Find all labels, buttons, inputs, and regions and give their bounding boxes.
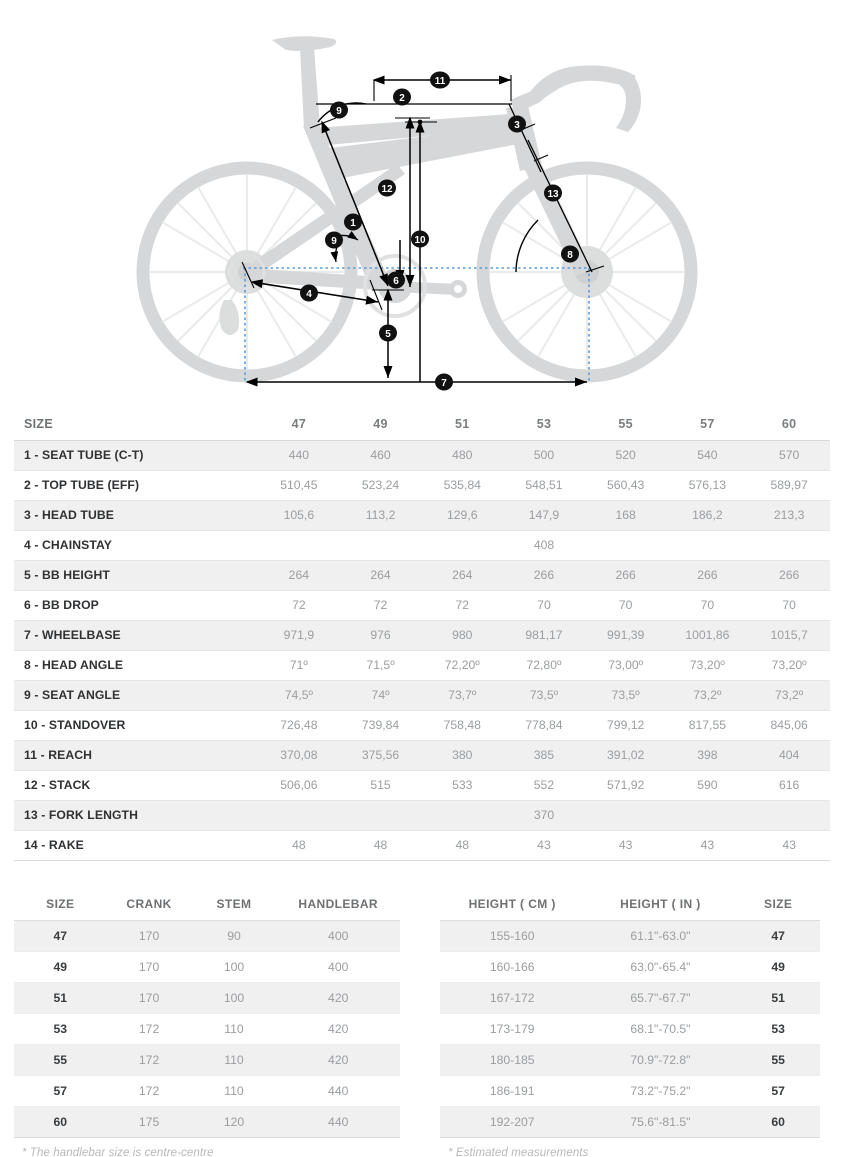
geometry-cell: 129,6 (421, 501, 503, 531)
size-cell: 49 (14, 952, 107, 983)
svg-text:8: 8 (567, 250, 573, 261)
geometry-row-label: 10 - STANDOVER (14, 711, 258, 741)
table-row (440, 952, 820, 983)
geometry-cell: 590 (667, 771, 749, 801)
data-cell: 167-172 (440, 983, 584, 1014)
components-table-container (14, 888, 400, 1157)
geometry-cell: 510,45 (258, 471, 340, 501)
size-cell: 55 (14, 1045, 107, 1076)
components-note: * The handlebar size is centre-centre (22, 1147, 214, 1157)
geometry-cell: 570 (748, 441, 830, 471)
data-cell: 110 (192, 1076, 277, 1107)
components-header-size: SIZE (14, 888, 107, 921)
svg-text:4: 4 (306, 289, 312, 300)
table-row (14, 741, 830, 771)
callout-13 (544, 185, 562, 202)
geometry-row-label: 5 - BB HEIGHT (14, 561, 258, 591)
geometry-cell: 266 (748, 561, 830, 591)
geometry-cell: 266 (667, 561, 749, 591)
geometry-cell: 113,2 (340, 501, 422, 531)
geometry-row-label: 6 - BB DROP (14, 591, 258, 621)
geometry-cell: 73,2º (748, 681, 830, 711)
geometry-cell: 540 (667, 441, 749, 471)
sizing-table-body (440, 921, 820, 1138)
callout-4 (300, 285, 318, 302)
size-cell: 51 (736, 983, 820, 1014)
geometry-cell: 385 (503, 741, 585, 771)
geometry-cell: 48 (421, 831, 503, 861)
size-cell: 60 (736, 1107, 820, 1138)
geometry-cell: 71º (258, 651, 340, 681)
table-row (14, 681, 830, 711)
geometry-cell: 1001,86 (667, 621, 749, 651)
table-row (440, 1107, 820, 1138)
geometry-cell: 799,12 (585, 711, 667, 741)
geometry-row-label: 8 - HEAD ANGLE (14, 651, 258, 681)
data-cell: 90 (192, 921, 277, 952)
geometry-cell: 981,17 (503, 621, 585, 651)
geometry-cell: 147,9 (503, 501, 585, 531)
geometry-cell: 506,06 (258, 771, 340, 801)
bike-geometry-diagram (0, 0, 844, 400)
geometry-cell: 72 (258, 591, 340, 621)
geometry-cell: 991,39 (585, 621, 667, 651)
geometry-table-body (14, 441, 830, 861)
geometry-cell: 72 (421, 591, 503, 621)
geometry-cell: 48 (258, 831, 340, 861)
geometry-cell: 105,6 (258, 501, 340, 531)
geometry-table (14, 408, 830, 861)
geometry-cell: 560,43 (585, 471, 667, 501)
size-cell: 51 (14, 983, 107, 1014)
svg-text:3: 3 (514, 120, 520, 131)
geometry-cell: 73,2º (667, 681, 749, 711)
size-cell: 47 (736, 921, 820, 952)
svg-text:5: 5 (385, 329, 391, 340)
geometry-header-55: 55 (585, 408, 667, 441)
table-row (440, 983, 820, 1014)
geometry-cell: 73,5º (503, 681, 585, 711)
data-cell: 172 (107, 1014, 192, 1045)
geometry-cell: 213,3 (748, 501, 830, 531)
geometry-cell: 1015,7 (748, 621, 830, 651)
geometry-row-label: 7 - WHEELBASE (14, 621, 258, 651)
size-cell: 55 (736, 1045, 820, 1076)
geometry-cell: 817,55 (667, 711, 749, 741)
data-cell: 440 (276, 1076, 400, 1107)
table-row (14, 983, 400, 1014)
data-cell: 172 (107, 1076, 192, 1107)
data-cell: 75.6"-81.5" (584, 1107, 736, 1138)
svg-text:1: 1 (350, 218, 356, 229)
table-row (14, 441, 830, 471)
geometry-row-label: 12 - STACK (14, 771, 258, 801)
callout-6 (387, 272, 405, 289)
geometry-cell: 778,84 (503, 711, 585, 741)
data-cell: 61.1"-63.0" (584, 921, 736, 952)
geometry-cell: 398 (667, 741, 749, 771)
geometry-cell: 266 (585, 561, 667, 591)
data-cell: 180-185 (440, 1045, 584, 1076)
geometry-cell: 515 (340, 771, 422, 801)
geometry-cell: 264 (340, 561, 422, 591)
geometry-cell: 726,48 (258, 711, 340, 741)
geometry-cell: 980 (421, 621, 503, 651)
data-cell: 440 (276, 1107, 400, 1138)
sizing-note: * Estimated measurements (448, 1147, 589, 1157)
svg-text:2: 2 (399, 93, 405, 104)
table-row (440, 1014, 820, 1045)
data-cell: 400 (276, 952, 400, 983)
data-cell: 173-179 (440, 1014, 584, 1045)
sizing-header-height-cm: HEIGHT ( CM ) (440, 888, 584, 921)
sizing-header-height-in: HEIGHT ( IN ) (584, 888, 736, 921)
geometry-row-label: 11 - REACH (14, 741, 258, 771)
size-cell: 47 (14, 921, 107, 952)
callout-5 (379, 325, 397, 342)
geometry-row-label: 13 - FORK LENGTH (14, 801, 258, 831)
size-cell: 60 (14, 1107, 107, 1138)
geometry-cell: 70 (503, 591, 585, 621)
table-row (14, 501, 830, 531)
callout-7 (435, 374, 453, 391)
table-row (440, 1076, 820, 1107)
geometry-cell: 971,9 (258, 621, 340, 651)
geometry-cell: 43 (667, 831, 749, 861)
data-cell: 400 (276, 921, 400, 952)
geometry-cell: 548,51 (503, 471, 585, 501)
svg-text:9: 9 (331, 236, 337, 247)
geometry-row-label: 1 - SEAT TUBE (C-T) (14, 441, 258, 471)
geometry-cell: 552 (503, 771, 585, 801)
table-row (14, 561, 830, 591)
table-row (14, 471, 830, 501)
components-header-handlebar: HANDLEBAR (276, 888, 400, 921)
sizing-table-container (440, 888, 820, 1157)
table-row (14, 531, 830, 561)
components-header-stem: STEM (192, 888, 277, 921)
geometry-header-57: 57 (667, 408, 749, 441)
geometry-cell: 523,24 (340, 471, 422, 501)
table-row (14, 621, 830, 651)
table-row (14, 952, 400, 983)
data-cell: 186-191 (440, 1076, 584, 1107)
data-cell: 420 (276, 983, 400, 1014)
geometry-cell-shared: 370 (258, 801, 830, 831)
geometry-cell: 168 (585, 501, 667, 531)
geometry-cell: 976 (340, 621, 422, 651)
geometry-header-size: SIZE (14, 408, 258, 441)
geometry-cell: 73,20º (748, 651, 830, 681)
sizing-header-size: SIZE (736, 888, 820, 921)
geometry-cell: 71,5º (340, 651, 422, 681)
size-cell: 53 (14, 1014, 107, 1045)
geometry-cell: 404 (748, 741, 830, 771)
size-cell: 57 (14, 1076, 107, 1107)
geometry-header-51: 51 (421, 408, 503, 441)
table-row (14, 651, 830, 681)
data-cell: 65.7"-67.7" (584, 983, 736, 1014)
geometry-row-label: 14 - RAKE (14, 831, 258, 861)
sizing-table (440, 888, 820, 1138)
geometry-row-label: 3 - HEAD TUBE (14, 501, 258, 531)
data-cell: 100 (192, 983, 277, 1014)
geometry-header-60: 60 (748, 408, 830, 441)
table-row (14, 801, 830, 831)
data-cell: 160-166 (440, 952, 584, 983)
geometry-cell: 70 (585, 591, 667, 621)
geometry-cell: 533 (421, 771, 503, 801)
geometry-cell: 48 (340, 831, 422, 861)
headangle-arc (516, 220, 538, 272)
geometry-cell: 576,13 (667, 471, 749, 501)
components-table-body (14, 921, 400, 1138)
table-row (14, 1045, 400, 1076)
geometry-cell: 758,48 (421, 711, 503, 741)
data-cell: 73.2"-75.2" (584, 1076, 736, 1107)
geometry-cell: 73,20º (667, 651, 749, 681)
geometry-row-label: 4 - CHAINSTAY (14, 531, 258, 561)
callout-8 (561, 246, 579, 263)
size-cell: 49 (736, 952, 820, 983)
geometry-cell: 43 (503, 831, 585, 861)
geometry-cell: 535,84 (421, 471, 503, 501)
geometry-cell-shared: 408 (258, 531, 830, 561)
geometry-header-53: 53 (503, 408, 585, 441)
geometry-cell: 264 (258, 561, 340, 591)
components-table (14, 888, 400, 1138)
geometry-cell: 73,7º (421, 681, 503, 711)
geometry-cell: 74º (340, 681, 422, 711)
geometry-cell: 571,92 (585, 771, 667, 801)
table-row (14, 1014, 400, 1045)
geometry-cell: 72,20º (421, 651, 503, 681)
geometry-cell: 616 (748, 771, 830, 801)
geometry-cell: 70 (667, 591, 749, 621)
geometry-cell: 73,5º (585, 681, 667, 711)
geometry-cell: 375,56 (340, 741, 422, 771)
geometry-cell: 370,08 (258, 741, 340, 771)
table-row (14, 831, 830, 861)
components-header-row (14, 888, 400, 921)
data-cell: 155-160 (440, 921, 584, 952)
geometry-cell: 72,80º (503, 651, 585, 681)
data-cell: 110 (192, 1045, 277, 1076)
table-row (14, 1107, 400, 1138)
data-cell: 170 (107, 921, 192, 952)
geometry-cell: 739,84 (340, 711, 422, 741)
components-header-crank: CRANK (107, 888, 192, 921)
callout-10 (411, 231, 429, 248)
geometry-cell: 845,06 (748, 711, 830, 741)
geometry-cell: 43 (748, 831, 830, 861)
size-cell: 57 (736, 1076, 820, 1107)
geometry-header-47: 47 (258, 408, 340, 441)
geometry-row-label: 2 - TOP TUBE (EFF) (14, 471, 258, 501)
table-row (14, 1076, 400, 1107)
geometry-header-49: 49 (340, 408, 422, 441)
data-cell: 420 (276, 1045, 400, 1076)
svg-text:11: 11 (434, 76, 446, 87)
geometry-row-label: 9 - SEAT ANGLE (14, 681, 258, 711)
sizing-header-row (440, 888, 820, 921)
svg-text:7: 7 (441, 378, 447, 389)
data-cell: 63.0"-65.4" (584, 952, 736, 983)
svg-text:9: 9 (336, 106, 342, 117)
geometry-cell: 186,2 (667, 501, 749, 531)
geometry-table-header-row (14, 408, 830, 441)
data-cell: 170 (107, 952, 192, 983)
geometry-cell: 440 (258, 441, 340, 471)
table-row (14, 771, 830, 801)
geometry-cell: 73,00º (585, 651, 667, 681)
data-cell: 170 (107, 983, 192, 1014)
table-row (14, 921, 400, 952)
geometry-cell: 380 (421, 741, 503, 771)
data-cell: 70.9"-72.8" (584, 1045, 736, 1076)
table-row (440, 1045, 820, 1076)
data-cell: 120 (192, 1107, 277, 1138)
bike-silhouette (143, 36, 691, 376)
geometry-table-container (14, 408, 830, 861)
callout-1 (344, 214, 362, 231)
table-row (14, 711, 830, 741)
svg-text:6: 6 (393, 276, 399, 287)
data-cell: 100 (192, 952, 277, 983)
callout-2 (393, 89, 411, 106)
svg-text:13: 13 (547, 189, 559, 200)
callout-11 (430, 72, 450, 89)
geometry-cell: 480 (421, 441, 503, 471)
geometry-cell: 500 (503, 441, 585, 471)
geometry-cell: 264 (421, 561, 503, 591)
data-cell: 175 (107, 1107, 192, 1138)
geometry-cell: 520 (585, 441, 667, 471)
geometry-cell: 74,5º (258, 681, 340, 711)
callout-9-lower (325, 232, 343, 249)
geometry-cell: 70 (748, 591, 830, 621)
geometry-cell: 391,02 (585, 741, 667, 771)
svg-text:12: 12 (381, 184, 393, 195)
data-cell: 110 (192, 1014, 277, 1045)
geometry-cell: 589,97 (748, 471, 830, 501)
data-cell: 68.1"-70.5" (584, 1014, 736, 1045)
geometry-cell: 266 (503, 561, 585, 591)
table-row (14, 591, 830, 621)
callout-12 (378, 180, 396, 197)
data-cell: 192-207 (440, 1107, 584, 1138)
svg-text:10: 10 (414, 235, 426, 246)
forklength-dimension (528, 140, 592, 272)
data-cell: 420 (276, 1014, 400, 1045)
size-cell: 53 (736, 1014, 820, 1045)
callout-3 (508, 116, 526, 133)
geometry-cell: 43 (585, 831, 667, 861)
data-cell: 172 (107, 1045, 192, 1076)
geometry-cell: 460 (340, 441, 422, 471)
geometry-cell: 72 (340, 591, 422, 621)
table-row (440, 921, 820, 952)
callout-9-upper (330, 102, 348, 119)
